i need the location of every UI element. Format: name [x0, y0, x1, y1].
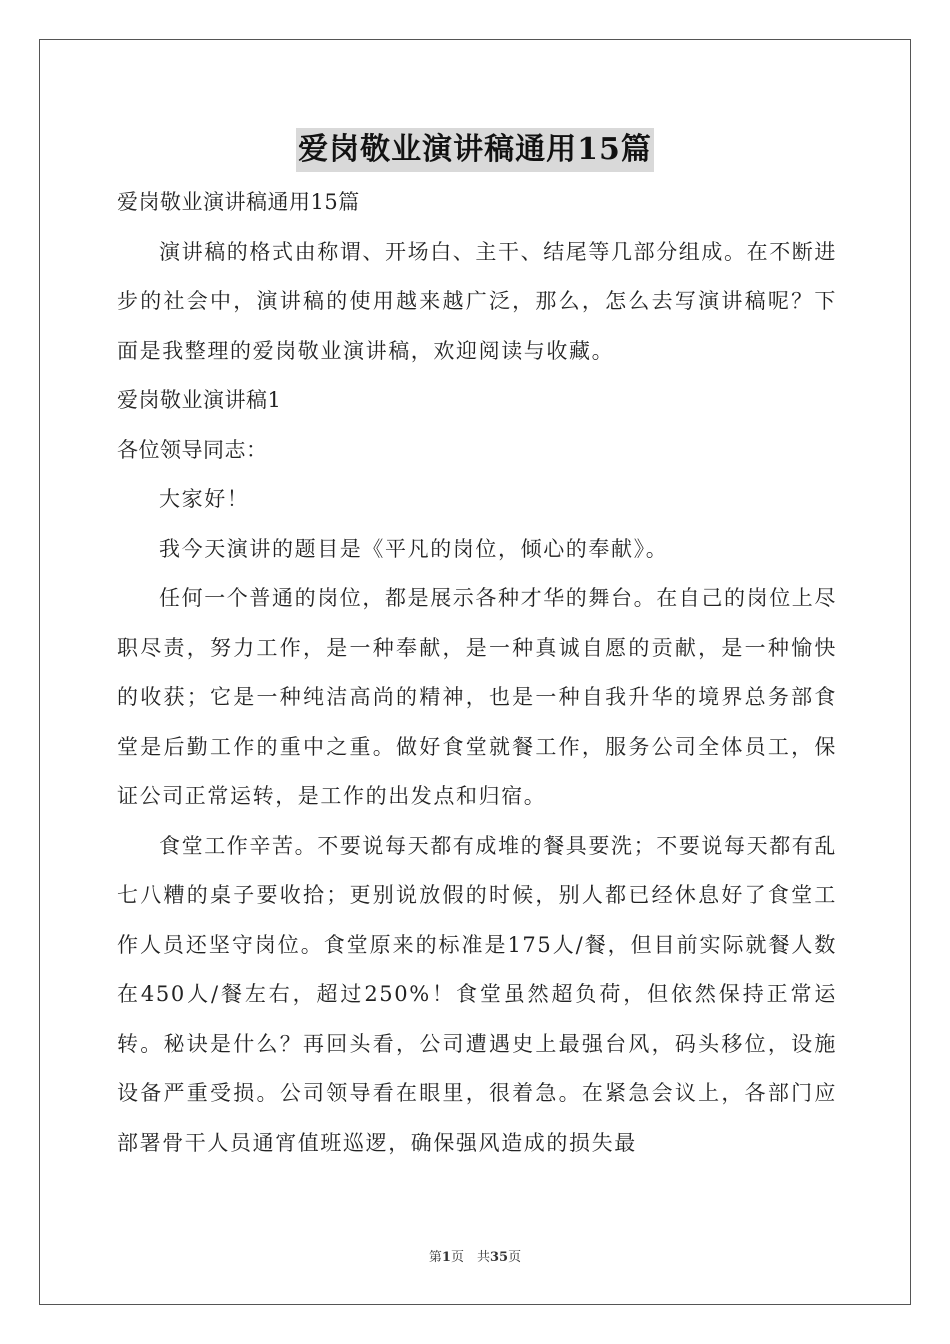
- topic-line: 我今天演讲的题目是《平凡的岗位，倾心的奉献》。: [159, 536, 669, 561]
- body-paragraph-2: 食堂工作辛苦。不要说每天都有成堆的餐具要洗；不要说每天都有乱七八糟的桌子要收拾；更别说放假的时候，别人都已经休息好了食堂工作人员还坚守岗位。食堂原来的标准是175人/餐，但目前实际就餐人数在450人/餐左右，超过250%！食堂虽然超负荷，但依然保持正常运转。秘诀是什么？再回头看，公司遭遇史上最强台风，码头移位，设施设备严重受损。公司领导看在眼里，很着急。在紧急会议上，各部门应部署骨干人员通宵值班巡逻，确保强风造成的损失最: [117, 833, 837, 1155]
- body-paragraph-1: 任何一个普通的岗位，都是展示各种才华的舞台。在自己的岗位上尽职尽责，努力工作，是一种奉献，是一种真诚自愿的贡献，是一种愉快的收获；它是一种纯洁高尚的精神，也是一种自我升华的境界总务部食堂是后勤工作的重中之重。做好食堂就餐工作，服务公司全体员工，保证公司正常运转，是工作的出发点和归宿。: [117, 586, 837, 808]
- section-heading: 爱岗敬业演讲稿1: [117, 388, 282, 412]
- title-area: [0, 128, 950, 172]
- page-footer: [0, 1246, 950, 1265]
- page-suffix: 页: [508, 1250, 522, 1265]
- page-total: 35: [489, 1250, 509, 1265]
- page-current: 1: [441, 1250, 451, 1265]
- page-prefix: 第: [428, 1250, 442, 1265]
- salutation: 各位领导同志：: [117, 437, 268, 462]
- document-body: [117, 178, 837, 1168]
- greeting: 大家好！: [159, 487, 250, 511]
- document-title: 爱岗敬业演讲稿通用15篇: [296, 128, 654, 172]
- intro-paragraph: 演讲稿的格式由称谓、开场白、主干、结尾等几部分组成。在不断进步的社会中，演讲稿的使用越来越广泛，那么，怎么去写演讲稿呢？下面是我整理的爱岗敬业演讲稿，欢迎阅读与收藏。: [117, 239, 837, 363]
- document-subtitle: 爱岗敬业演讲稿通用15篇: [117, 190, 360, 214]
- page-mid: 页 共: [450, 1250, 490, 1265]
